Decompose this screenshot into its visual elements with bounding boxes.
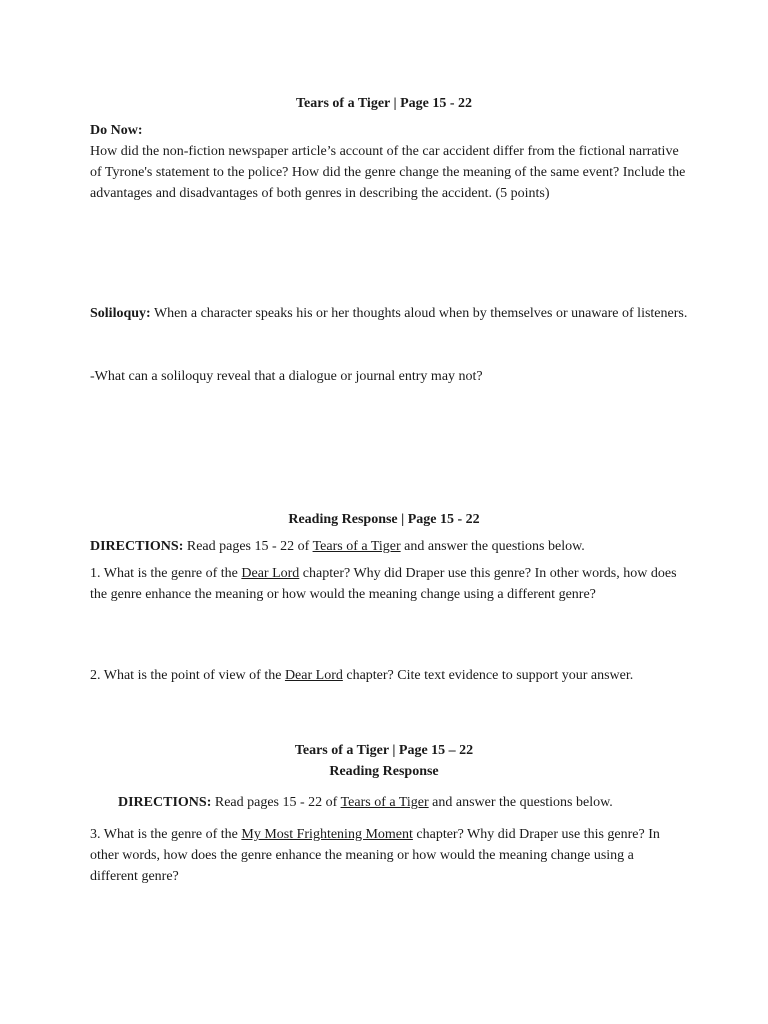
section2-directions-pre: Read pages 15 - 22 of <box>183 539 313 554</box>
soliloquy-paragraph <box>90 303 688 324</box>
soliloquy-label: Soliloquy: <box>90 306 151 321</box>
question-2-post: chapter? Cite text evidence to support your answer. <box>342 668 634 683</box>
question-3-pre: 3. What is the genre of the <box>90 827 242 842</box>
section1-title: Tears of a Tiger | Page 15 - 22 <box>296 96 472 111</box>
question-1-chapter: Dear Lord <box>241 566 300 581</box>
question-2-chapter: Dear Lord <box>284 668 343 683</box>
question-3-chapter: My Most Frightening Moment <box>241 827 413 842</box>
section3-directions-pre: Read pages 15 - 22 of <box>211 795 341 810</box>
question-3 <box>90 824 660 887</box>
soliloquy-definition: When a character speaks his or her thoughts aloud when by themselves or unaware of listeners. <box>150 306 688 321</box>
section2-directions <box>90 536 690 557</box>
soliloquy-block <box>90 303 688 324</box>
question-2 <box>90 665 690 686</box>
section3-directions-post: and answer the questions below. <box>428 795 613 810</box>
do-now-label: Do Now: <box>90 123 143 138</box>
question-1 <box>90 563 680 605</box>
section2-title: Reading Response | Page 15 - 22 <box>288 512 480 527</box>
question-3-post: chapter? Why did Draper use this genre? In other words, how does the genre enhance the meaning or how would the meaning change using a different genre? <box>90 827 660 884</box>
section2-directions-post: and answer the questions below. <box>400 539 585 554</box>
section3-subtitle: Reading Response <box>329 764 439 779</box>
do-now-block <box>90 120 690 204</box>
soliloquy-question: -What can a soliloquy reveal that a dialogue or journal entry may not? <box>90 369 483 384</box>
section3-title: Tears of a Tiger | Page 15 – 22 <box>294 743 474 758</box>
do-now-text: How did the non-fiction newspaper article’s account of the car accident differ from the fictional narrative of Tyrone's statement to the police? How did the genre change the meaning of the same event? Include the advantages and disadvantages of both genres in describing the accident. (5 points) <box>90 144 686 201</box>
section2-directions-label: DIRECTIONS: <box>90 539 184 554</box>
section2-book-title: Tears of a Tiger <box>312 539 401 554</box>
question-1-pre: 1. What is the genre of the <box>90 566 242 581</box>
section3-directions <box>118 792 688 813</box>
section3-directions-label: DIRECTIONS: <box>118 795 212 810</box>
question-1-post: chapter? Why did Draper use this genre? In other words, how does the genre enhance the meaning or how would the meaning change using a different genre? <box>90 566 677 602</box>
question-2-pre: 2. What is the point of view of the <box>90 668 285 683</box>
section3-book-title: Tears of a Tiger <box>340 795 429 810</box>
